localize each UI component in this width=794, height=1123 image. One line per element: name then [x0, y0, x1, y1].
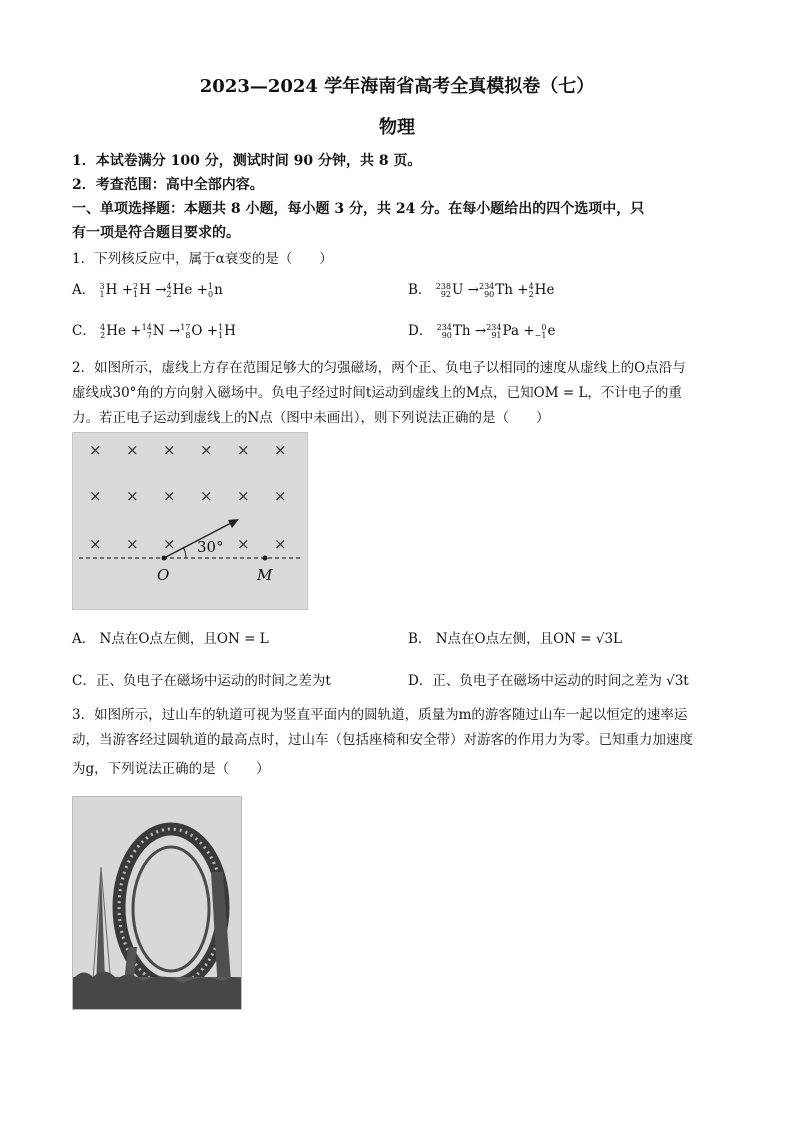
- field-x-mark: ×: [274, 487, 287, 505]
- note-2: 2．考查范围：高中全部内容。: [72, 177, 264, 193]
- field-x-mark: ×: [126, 487, 139, 505]
- q3-stem-line1: 3．如图所示，过山车的轨道可视为竖直平面内的圆轨道，质量为m的游客随过山车一起以恒定的速率运: [72, 707, 688, 723]
- field-x-mark: ×: [89, 487, 102, 505]
- q2-stem-line2: 虚线成30°角的方向射入磁场中。负电子经过时间t运动到虚线上的M点，已知OM = L，不计电子的重: [72, 385, 682, 401]
- field-x-mark: ×: [237, 487, 250, 505]
- q1-option-c[interactable]: C． 4 2 He + 14 7 N → 17 8 O + 1 1 H: [72, 322, 236, 340]
- field-x-mark: ×: [89, 441, 102, 459]
- subject-title: 物理: [379, 117, 415, 138]
- field-x-mark: ×: [126, 441, 139, 459]
- field-x-mark: ×: [163, 441, 176, 459]
- q1-option-d-label: D．: [408, 323, 433, 339]
- q1-option-c-label: C．: [72, 323, 96, 339]
- point-m-label: M: [257, 566, 273, 584]
- section-heading-line2: 有一项是符合题目要求的。: [72, 225, 240, 241]
- q2-option-c[interactable]: C．正、负电子在磁场中运动的时间之差为t: [72, 673, 331, 689]
- q3-stem-line2: 动，当游客经过圆轨道的最高点时，过山车（包括座椅和安全带）对游客的作用力为零。已知重力加速度: [72, 732, 693, 748]
- field-x-mark: ×: [274, 535, 287, 553]
- field-x-mark: ×: [274, 441, 287, 459]
- q2-stem-line3: 力。若正电子运动到虚线上的N点（图中未画出），则下列说法正确的是（ ）: [72, 410, 550, 426]
- q2-option-a[interactable]: A． N点在O点左侧，且ON = L: [72, 631, 269, 647]
- q1-option-a[interactable]: A． 3 1 H + 2 1 H → 4 2 He + 1 0 n: [72, 281, 223, 299]
- q1-option-a-label: A．: [72, 282, 96, 298]
- q3-stem-line3: 为g，下列说法正确的是（ ）: [72, 761, 270, 777]
- magnetic-field-figure: [72, 432, 308, 610]
- q1-option-b-label: B．: [408, 282, 432, 298]
- field-x-mark: ×: [163, 535, 176, 553]
- point-m-dot: [263, 556, 268, 561]
- angle-label: 30°: [197, 538, 224, 556]
- q2-option-d[interactable]: D．正、负电子在磁场中运动的时间之差为 √3t: [408, 673, 689, 689]
- section-heading-line1: 一、单项选择题：本题共 8 小题，每小题 3 分，共 24 分。在每小题给出的四个选项中，只: [72, 201, 645, 217]
- field-x-mark: ×: [89, 535, 102, 553]
- angle-arc: [183, 547, 186, 558]
- point-o-label: O: [157, 566, 170, 584]
- field-x-mark: ×: [163, 487, 176, 505]
- q1-option-d[interactable]: D． 234 90 Th → 234 91 Pa + 0 −1 e: [408, 322, 556, 340]
- q1-option-b[interactable]: B． 238 92 U → 234 90 Th + 4 2 He: [408, 281, 555, 299]
- field-x-mark: ×: [237, 535, 250, 553]
- roller-coaster-photo: [72, 796, 242, 1010]
- point-o-dot: [162, 556, 167, 561]
- exam-title: 2023—2024 学年海南省高考全真模拟卷（七）: [199, 76, 595, 97]
- field-x-mark: ×: [200, 487, 213, 505]
- field-x-mark: ×: [126, 535, 139, 553]
- field-x-mark: ×: [200, 441, 213, 459]
- roller-coaster-svg: [73, 797, 241, 1009]
- field-x-mark: ×: [237, 441, 250, 459]
- q2-stem-line1: 2．如图所示，虚线上方存在范围足够大的匀强磁场，两个正、负电子以相同的速度从虚线上的O点沿与: [72, 360, 686, 376]
- note-1: 1．本试卷满分 100 分，测试时间 90 分钟，共 8 页。: [72, 153, 422, 169]
- q1-stem: 1．下列核反应中，属于α衰变的是（ ）: [72, 251, 333, 267]
- q2-option-b[interactable]: B． N点在O点左侧，且ON = √3L: [408, 631, 623, 647]
